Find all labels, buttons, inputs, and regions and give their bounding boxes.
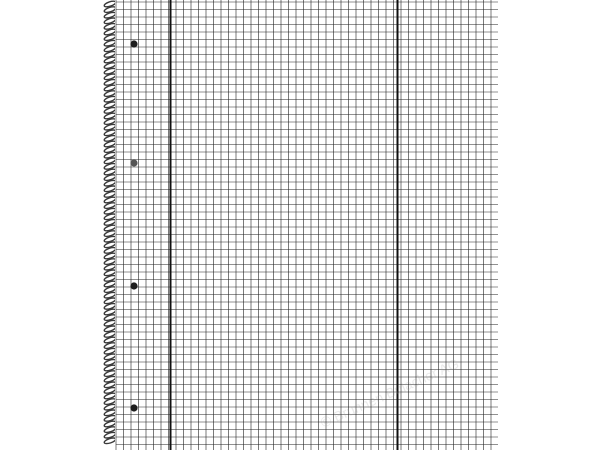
punch-hole bbox=[130, 40, 137, 47]
punch-hole bbox=[130, 282, 137, 289]
spiral-binding bbox=[104, 0, 117, 445]
graph-paper-sheet bbox=[115, 0, 498, 450]
watermark-text: © Brunnen Bulacher AG bbox=[318, 355, 462, 431]
sheet-background bbox=[115, 0, 498, 450]
punch-hole bbox=[130, 159, 137, 166]
punch-hole bbox=[130, 404, 137, 411]
